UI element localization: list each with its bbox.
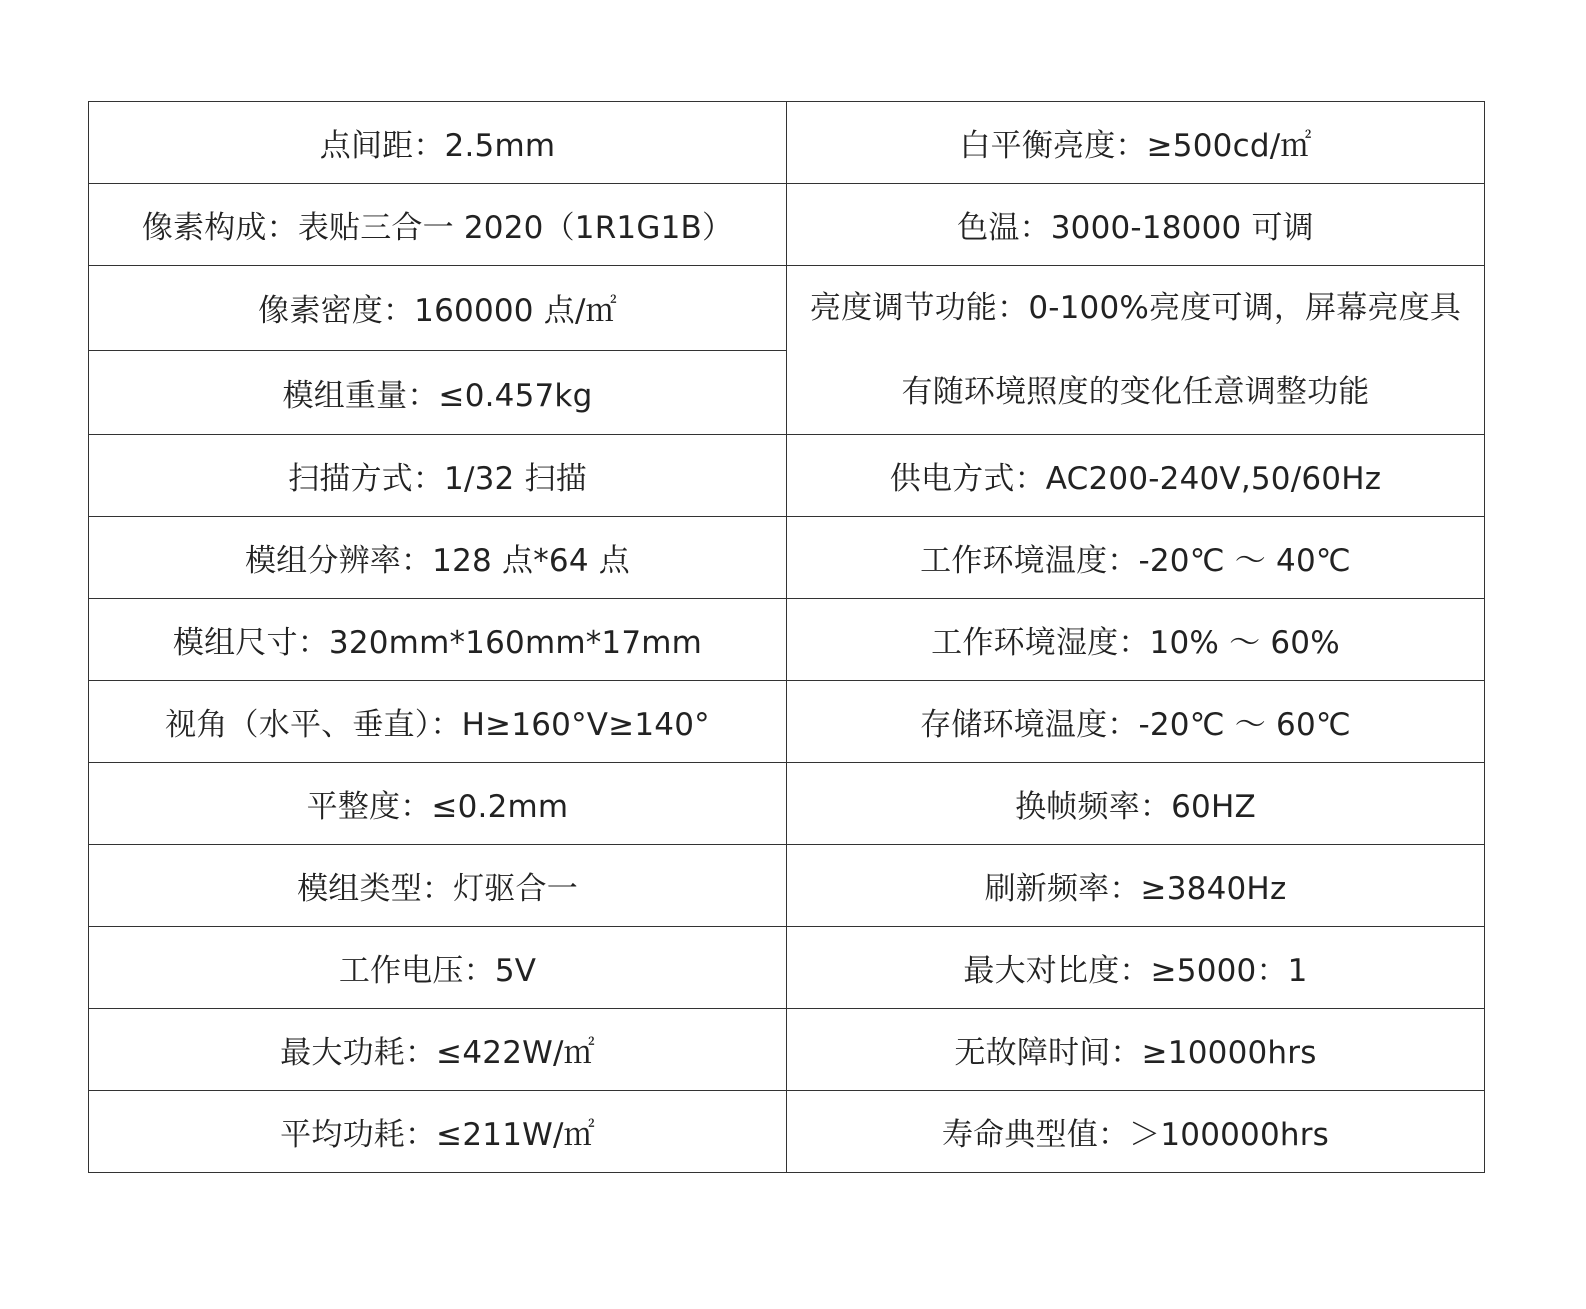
table-row (89, 927, 1485, 1009)
table-row (89, 845, 1485, 927)
spec-power-supply: 供电方式：AC200-240V,50/60Hz (787, 435, 1485, 517)
spec-operating-temperature: 工作环境温度：-20℃ ～ 40℃ (787, 517, 1485, 599)
spec-module-size: 模组尺寸：320mm*160mm*17mm (89, 599, 787, 681)
table-row (89, 1091, 1485, 1173)
spec-max-contrast: 最大对比度：≥5000：1 (787, 927, 1485, 1009)
table-row (89, 599, 1485, 681)
table-row (89, 266, 1485, 351)
spec-module-weight: 模组重量：≤0.457kg (89, 350, 787, 435)
spec-pixel-pitch: 点间距：2.5mm (89, 102, 787, 184)
spec-refresh-rate: 刷新频率：≥3840Hz (787, 845, 1485, 927)
spec-typical-lifetime: 寿命典型值：＞100000hrs (787, 1091, 1485, 1173)
spec-module-type: 模组类型：灯驱合一 (89, 845, 787, 927)
table-row (89, 102, 1485, 184)
spec-frame-rate: 换帧频率：60HZ (787, 763, 1485, 845)
table-row (89, 763, 1485, 845)
spec-operating-humidity: 工作环境湿度：10% ～ 60% (787, 599, 1485, 681)
spec-storage-temperature: 存储环境温度：-20℃ ～ 60℃ (787, 681, 1485, 763)
spec-operating-voltage: 工作电压：5V (89, 927, 787, 1009)
spec-pixel-composition: 像素构成：表贴三合一 2020（1R1G1B） (89, 184, 787, 266)
spec-module-resolution: 模组分辨率：128 点*64 点 (89, 517, 787, 599)
spec-brightness-adjustment: 亮度调节功能：0-100%亮度可调，屏幕亮度具有随环境照度的变化任意调整功能 (787, 266, 1485, 435)
spec-mtbf: 无故障时间：≥10000hrs (787, 1009, 1485, 1091)
spec-white-balance-brightness: 白平衡亮度：≥500cd/㎡ (787, 102, 1485, 184)
spec-viewing-angle: 视角（水平、垂直）：H≥160°V≥140° (89, 681, 787, 763)
spec-pixel-density: 像素密度：160000 点/㎡ (89, 266, 787, 351)
spec-scan-mode: 扫描方式：1/32 扫描 (89, 435, 787, 517)
spec-color-temperature: 色温：3000-18000 可调 (787, 184, 1485, 266)
table-row (89, 681, 1485, 763)
spec-table (88, 101, 1485, 1173)
spec-flatness: 平整度：≤0.2mm (89, 763, 787, 845)
spec-max-power: 最大功耗：≤422W/㎡ (89, 1009, 787, 1091)
spec-avg-power: 平均功耗：≤211W/㎡ (89, 1091, 787, 1173)
table-row (89, 517, 1485, 599)
table-row (89, 435, 1485, 517)
table-row (89, 184, 1485, 266)
table-row (89, 1009, 1485, 1091)
